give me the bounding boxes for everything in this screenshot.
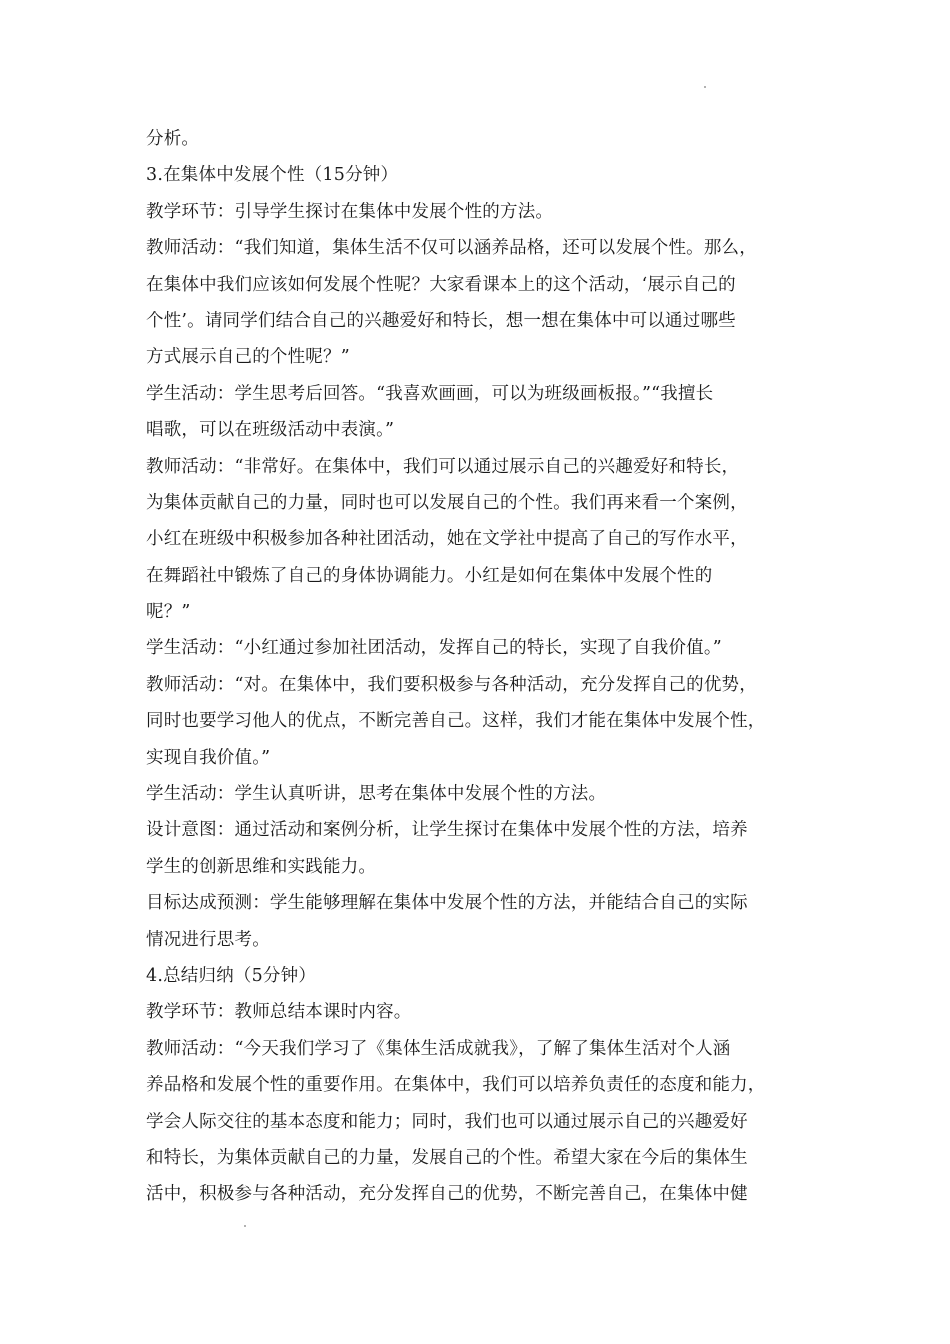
text-line: 实现自我价值。” bbox=[146, 747, 271, 768]
text-line: 同时也要学习他人的优点，不断完善自己。这样，我们才能在集体中发展个性， bbox=[146, 711, 766, 732]
text-line: 教学环节：教师总结本课时内容。 bbox=[146, 1002, 412, 1023]
text-line: 分析。 bbox=[146, 129, 200, 149]
text-line: 目标达成预测：学生能够理解在集体中发展个性的方法，并能结合自己的实际 bbox=[146, 893, 748, 914]
text-line: 学会人际交往的基本态度和能力；同时，我们也可以通过展示自己的兴趣爱好 bbox=[146, 1111, 748, 1132]
text-line: 呢？” bbox=[146, 602, 191, 623]
text-line: 个性’。请同学们结合自己的兴趣爱好和特长，想一想在集体中可以通过哪些 bbox=[146, 310, 736, 331]
document-body bbox=[146, 121, 826, 1213]
scan-mark-top bbox=[704, 86, 706, 88]
text-line: 教师活动：“对。在集体中，我们要积极参与各种活动，充分发挥自己的优势， bbox=[146, 674, 757, 695]
text-line: 小红在班级中积极参加各种社团活动，她在文学社中提高了自己的写作水平， bbox=[146, 529, 748, 550]
scan-mark-bottom bbox=[244, 1225, 246, 1227]
section-heading-4: 4.总结归纳（5分钟） bbox=[146, 965, 317, 986]
text-line: 和特长，为集体贡献自己的力量，发展自己的个性。希望大家在今后的集体生 bbox=[146, 1147, 748, 1168]
section-heading-3: 3.在集体中发展个性（15分钟） bbox=[146, 165, 399, 186]
text-line: 学生的创新思维和实践能力。 bbox=[146, 856, 377, 877]
text-line: 在舞蹈社中锻炼了自己的身体协调能力。小红是如何在集体中发展个性的 bbox=[146, 565, 713, 586]
text-line: 情况进行思考。 bbox=[146, 929, 270, 950]
text-line: 活中，积极参与各种活动，充分发挥自己的优势，不断完善自己，在集体中健 bbox=[146, 1184, 748, 1205]
text-line: 学生活动：“小红通过参加社团活动，发挥自己的特长，实现了自我价值。” bbox=[146, 638, 722, 659]
text-line: 教师活动：“非常好。在集体中，我们可以通过展示自己的兴趣爱好和特长， bbox=[146, 456, 740, 477]
text-line: 方式展示自己的个性呢？” bbox=[146, 347, 350, 368]
text-line: 教学环节：引导学生探讨在集体中发展个性的方法。 bbox=[146, 201, 554, 222]
text-line: 教师活动：“今天我们学习了《集体生活成就我》，了解了集体生活对个人涵 bbox=[146, 1038, 731, 1059]
text-line: 设计意图：通过活动和案例分析，让学生探讨在集体中发展个性的方法，培养 bbox=[146, 820, 748, 841]
text-line: 为集体贡献自己的力量，同时也可以发展自己的个性。我们再来看一个案例， bbox=[146, 492, 748, 513]
text-line: 在集体中我们应该如何发展个性呢？大家看课本上的这个活动，‘展示自己的 bbox=[146, 274, 736, 295]
text-line: 唱歌，可以在班级活动中表演。” bbox=[146, 420, 395, 441]
text-line: 教师活动：“我们知道，集体生活不仅可以涵养品格，还可以发展个性。那么， bbox=[146, 238, 757, 259]
text-line: 学生活动：学生认真听讲，思考在集体中发展个性的方法。 bbox=[146, 784, 607, 805]
text-line: 养品格和发展个性的重要作用。在集体中，我们可以培养负责任的态度和能力， bbox=[146, 1075, 766, 1096]
text-line: 学生活动：学生思考后回答。“我喜欢画画，可以为班级画板报。”“我擅长 bbox=[146, 383, 714, 404]
